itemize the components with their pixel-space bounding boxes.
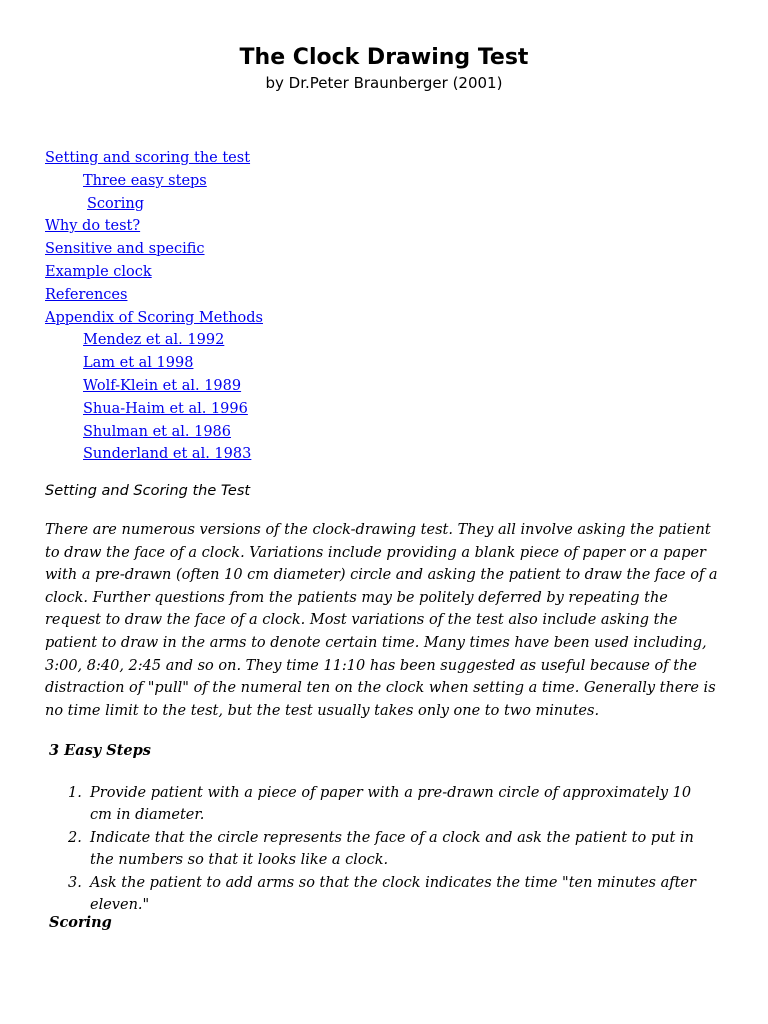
toc-link-sunderland-1983[interactable]: Sunderland et al. 1983 [83, 446, 252, 463]
toc-item [45, 443, 725, 466]
intro-paragraph: There are numerous versions of the clock-drawing test. They all involve asking the patient to draw the face of a clock. Variations include providing a blank piece of paper or a paper with a pre-drawn (often 10 cm diameter) circle and asking the patient to draw the face of a clock. Further questions from the patients may be politely deferred by repeating the request to draw the face of a clock. Most variations of the test also include asking the patient to draw in the arms to denote certain time. Many times have been used including, 3:00, 8:40, 2:45 and so on. They time 11:10 has been suggested as useful because of the distraction of "pull" of the numeral ten on the clock when setting a time. Generally there is no time limit to the test, but the test usually takes only one to two minutes. [45, 522, 718, 719]
toc-link-wolf-klein-1989[interactable]: Wolf-Klein et al. 1989 [83, 377, 242, 394]
scoring-heading: Scoring [49, 914, 112, 931]
toc-item [45, 329, 725, 352]
toc-link-example-clock[interactable]: Example clock [45, 263, 152, 280]
step-item [60, 782, 710, 827]
toc-link-why-do-test[interactable]: Why do test? [45, 218, 141, 235]
toc-link-mendez-1992[interactable]: Mendez et al. 1992 [83, 332, 225, 349]
toc-link-sensitive-and-specific[interactable]: Sensitive and specific [45, 241, 205, 258]
toc-item [45, 261, 725, 284]
toc-link-scoring[interactable]: Scoring [87, 195, 144, 212]
step-text: Ask the patient to add arms so that the clock indicates the time "ten minutes after eleven." [90, 874, 696, 914]
toc-item [45, 170, 725, 193]
toc-item [45, 307, 725, 330]
toc-item [45, 421, 725, 444]
step-text: Indicate that the circle represents the face of a clock and ask the patient to put in the numbers so that it looks like a clock. [90, 829, 694, 869]
table-of-contents [45, 147, 725, 466]
steps-heading: 3 Easy Steps [49, 742, 151, 759]
toc-item [45, 375, 725, 398]
step-text: Provide patient with a piece of paper with a pre-drawn circle of approximately 10 cm in diameter. [90, 785, 692, 824]
toc-item [45, 352, 725, 375]
toc-link-shulman-1986[interactable]: Shulman et al. 1986 [83, 423, 232, 440]
toc-item [45, 398, 725, 421]
toc-link-references[interactable]: References [45, 286, 128, 303]
toc-item [45, 193, 725, 216]
page-title: The Clock Drawing Test [239, 45, 529, 70]
toc-item [45, 147, 725, 170]
steps-list [60, 782, 710, 916]
toc-item [45, 215, 725, 238]
step-number: 3. [68, 874, 82, 891]
toc-link-three-easy-steps[interactable]: Three easy steps [83, 172, 207, 189]
step-number: 2. [68, 829, 82, 846]
toc-link-appendix[interactable]: Appendix of Scoring Methods [45, 309, 263, 326]
toc-link-lam-1998[interactable]: Lam et al 1998 [83, 355, 194, 372]
toc-link-shua-haim-1996[interactable]: Shua-Haim et al. 1996 [83, 400, 248, 417]
toc-item [45, 284, 725, 307]
step-number: 1. [68, 785, 82, 801]
section-heading: Setting and Scoring the Test [45, 483, 251, 499]
step-item [60, 827, 710, 872]
toc-item [45, 238, 725, 261]
page-subtitle: by Dr.Peter Braunberger (2001) [265, 74, 503, 92]
step-item [60, 872, 710, 917]
toc-link-setting-and-scoring[interactable]: Setting and scoring the test [45, 150, 251, 166]
